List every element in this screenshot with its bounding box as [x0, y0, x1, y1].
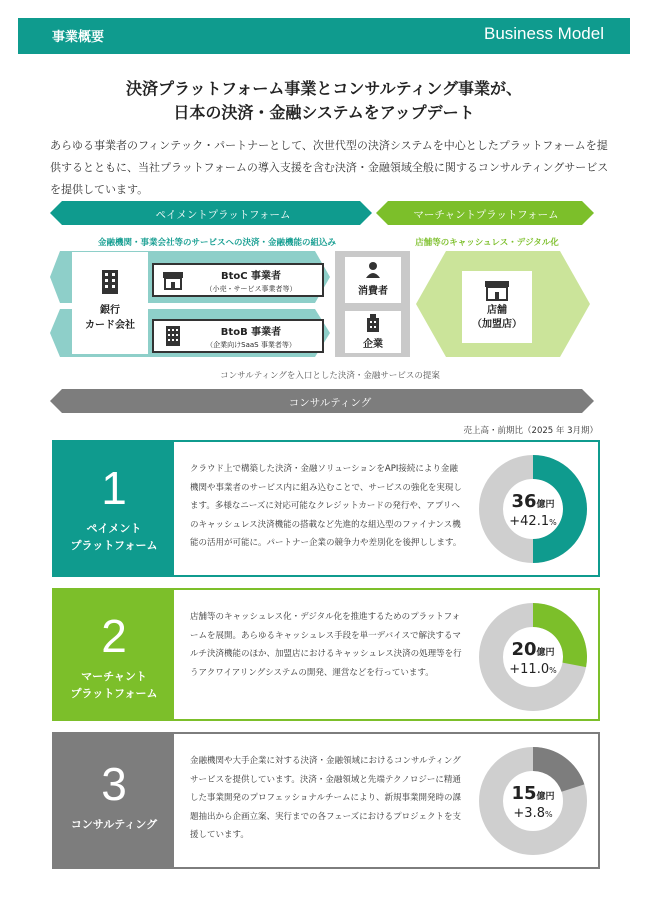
- share-donut-chart: [472, 448, 594, 570]
- card-number: 3: [101, 758, 127, 810]
- section-title-en: Business Model: [483, 24, 604, 43]
- growth-value: +11.0: [509, 662, 550, 677]
- growth-rate: [509, 662, 557, 677]
- store-line2: （加盟店）: [472, 319, 522, 330]
- sales-note: 売上高・前期比（2025 年 3月期）: [463, 426, 598, 436]
- consumer-label: 消費者: [358, 286, 388, 297]
- sales-amount-value: 36: [511, 491, 537, 512]
- card-label-line2: プラットフォーム: [70, 687, 158, 700]
- card-number-panel: [54, 442, 174, 575]
- growth-value: +3.8: [513, 806, 545, 821]
- headline-line1: 決済プラットフォーム事業とコンサルティング事業が、: [125, 79, 522, 98]
- sales-amount: [511, 783, 554, 804]
- section-label: 事業概要: [52, 30, 105, 45]
- card-description: クラウド上で構築した決済・金融ソリューションをAPI接続により金融機関や事業者のサービス内に組み込むことで、サービスの強化を実現します。多様なニーズに対応可能なクレジットカードの発行や、アプリへのキャッシュレス決済機能の搭載など先進的な組込型のファイナンス機能の活用が可能に。パートナー企業の競争力や差別化を後押しします。: [190, 464, 462, 548]
- card-payment: [52, 440, 600, 577]
- store-icon: [484, 279, 510, 301]
- card-label-line2: プラットフォーム: [70, 539, 158, 552]
- person-icon: [365, 261, 381, 279]
- btoc-title: BtoC 事業者: [220, 271, 282, 282]
- merchant-sub: 店舗等のキャッシュレス・デジタル化: [415, 238, 559, 248]
- merchant-band-label: マーチャントプラットフォーム: [413, 209, 559, 221]
- sales-amount: [511, 639, 554, 660]
- card-description: 店舗等のキャッシュレス化・デジタル化を推進するためのプラットフォームを展開。あらゆるキャッシュレス手段を単一デバイスで解決するマルチ決済機能のほか、加盟店におけるキャッシュレス決済の処理等を行うアクワイアリングシステムの開発、運営などを行っています。: [190, 612, 462, 678]
- card-consulting: [52, 732, 600, 869]
- donut-segment: [533, 747, 584, 792]
- sales-amount-unit: 億円: [536, 500, 555, 510]
- card-merchant: [52, 588, 600, 721]
- sales-amount: [511, 491, 554, 512]
- card-label: [54, 668, 174, 702]
- company-label: 企業: [363, 339, 383, 350]
- card-number: 2: [101, 610, 127, 662]
- btob-title: BtoB 事業者: [220, 327, 282, 338]
- btoc-box: [152, 263, 324, 297]
- card-label: [54, 816, 174, 833]
- growth-value: +42.1: [509, 514, 550, 529]
- card-label: [54, 520, 174, 554]
- intro-text: あらゆる事業者のフィンテック・パートナーとして、次世代型の決済システムを中心としたプラットフォームを提供するとともに、当社プラットフォームの導入支援を含む決済・金融領域全般に関するコンサルティングサービスを提供しています。: [50, 139, 609, 196]
- headline-line2: 日本の決済・金融システムをアップデート: [173, 103, 475, 122]
- growth-percent: %: [549, 666, 557, 675]
- consulting-note: コンサルティングを入口とした決済・金融サービスの提案: [220, 371, 440, 381]
- header-bar: [18, 18, 630, 54]
- share-donut-chart: [472, 596, 594, 718]
- bank-line2: カード会社: [85, 320, 135, 331]
- store-box: [462, 271, 532, 343]
- office-building-icon: [163, 325, 183, 347]
- company-building-icon: [365, 314, 381, 332]
- shop-icon: [162, 270, 184, 290]
- bank-line1: 銀行: [100, 305, 120, 316]
- payment-sub: 金融機関・事業会社等のサービスへの決済・金融機能の組込み: [97, 238, 336, 248]
- card-description: 金融機関や大手企業に対する決済・金融領域におけるコンサルティングサービスを提供しています。決済・金融領域と先端テクノロジーに精通した事業開発のプロフェッショナルチームにより、新規事業開発時の課題抽出から企画立案、実行までの各フェーズにおけるプロジェクトを支援しています。: [190, 756, 461, 840]
- sales-amount-unit: 億円: [536, 792, 555, 802]
- btob-sub: （企業向けSaaS 事業者等）: [206, 341, 296, 349]
- card-number-panel: [54, 734, 174, 867]
- payment-band-label: ペイメントプラットフォーム: [155, 209, 291, 221]
- card-number: 1: [101, 462, 127, 514]
- sales-amount-value: 20: [511, 639, 537, 660]
- share-donut-chart: [472, 740, 594, 862]
- sales-amount-unit: 億円: [536, 648, 555, 658]
- card-number-panel: [54, 590, 174, 719]
- bank-box: [72, 252, 148, 354]
- company-box: [345, 311, 401, 353]
- store-line1: 店舗: [487, 305, 507, 316]
- consulting-band-label: コンサルティング: [288, 397, 372, 409]
- card-label-line1: コンサルティング: [70, 818, 158, 831]
- growth-percent: %: [544, 810, 553, 819]
- card-label-line1: ペイメント: [86, 522, 142, 535]
- building-icon: [99, 268, 121, 296]
- growth-rate: [513, 806, 553, 821]
- btoc-sub: （小売・サービス事業者等）: [205, 285, 297, 293]
- growth-percent: %: [549, 518, 557, 527]
- card-label-line1: マーチャント: [81, 670, 147, 683]
- growth-rate: [509, 514, 557, 529]
- btob-box: [152, 319, 324, 353]
- consumer-box: [345, 257, 401, 303]
- sales-amount-value: 15: [511, 783, 537, 804]
